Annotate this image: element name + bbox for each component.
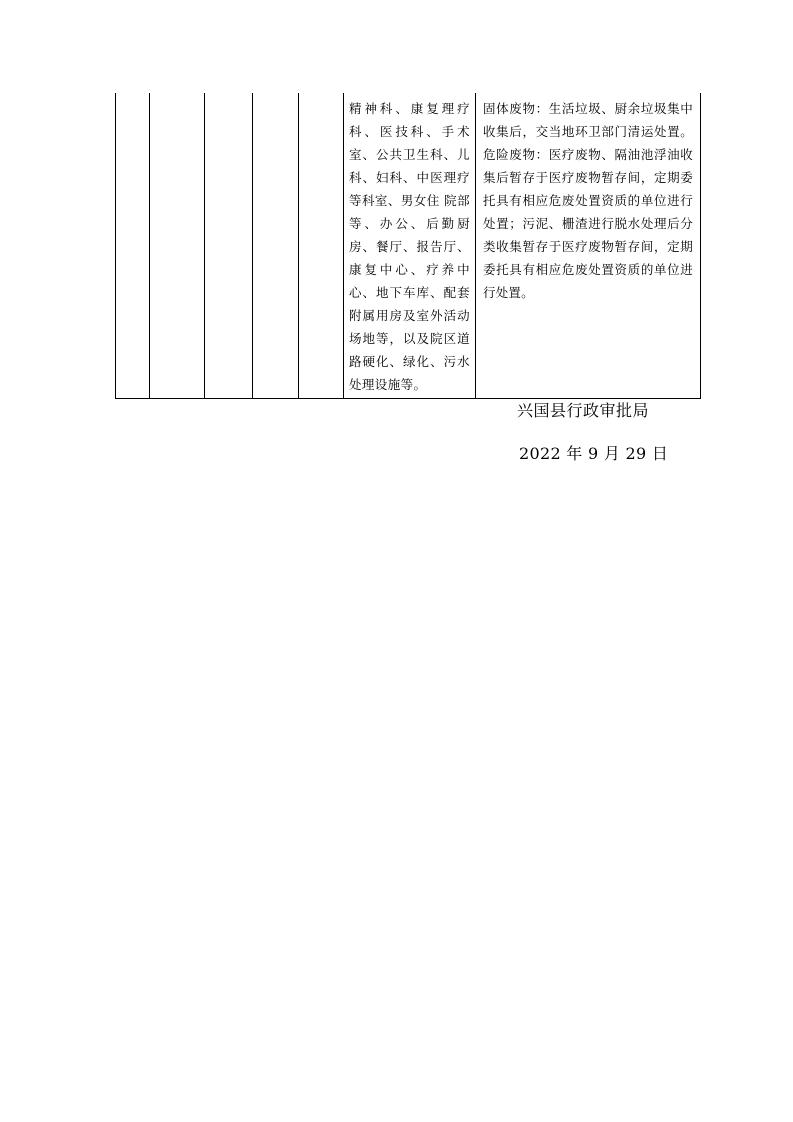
table-cell-index: [116, 93, 150, 399]
issuing-authority: 兴国县行政审批局: [517, 401, 650, 420]
table-cell-solid-waste-measures: 固体废物：生活垃圾、厨余垃圾集中收集后，交当地环卫部门清运处置。危险废物：医疗废物、隔油池浮油收集后暂存于医疗废物暂存间，定期委托具有相应危废处置资质的单位进行处置；污泥、栅渣进行脱水处理后分类收集暂存于医疗废物暂存间，定期委托具有相应危废处置资质的单位进行处置。: [476, 93, 701, 399]
table-cell-location: [253, 93, 299, 399]
table-cell-unit: [205, 93, 253, 399]
table-cell-investment: [299, 93, 344, 399]
issue-date: 2022 年 9 月 29 日: [519, 444, 669, 463]
table-cell-project: [150, 93, 205, 399]
approval-table-continuation: [115, 93, 701, 399]
table-row: [116, 93, 701, 399]
table-cell-construction-scope: 精神科、康复理疗科、医技科、手术室、公共卫生科、儿科、妇科、中医理疗等科室、男女住 院部等、办公、后勤厨房、餐厅、报告厅、康复中心、疗养中心、地下车库、配套附属用房及室外活动场地等，以及院区道路硬化、绿化、污水处理设施等。: [344, 93, 476, 399]
